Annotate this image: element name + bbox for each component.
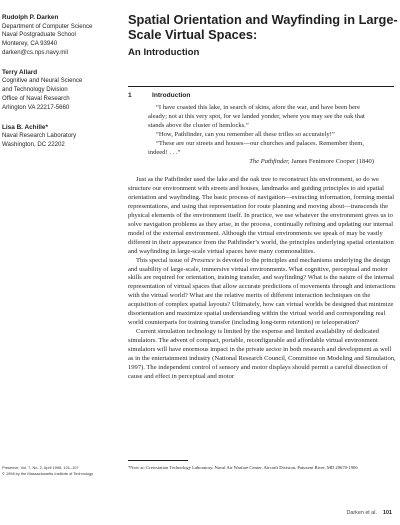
body-paragraph: Just as the Pathfinder used the lake and the oak tree to reconstruct his environment, so do we structure our environment with streets and houses, landmarks and guiding principles to aid spatial orientation and wayfinding. The basic process of navigation—extracting information, forming mental representations, and using that representation for route planning and moving about—transcends the physical elements of the environment itself. In practice, we use whatever the environment gives us to solve navigation problems as they arise, in the process, continually refining and updating our internal model of the external environment. Although the virtual environments we speak of may be vastly different in their appearance from the Pathfinder’s world, the principles underlying spatial orientation and wayfinding in large-scale virtual spaces have many commonalities.: [128, 176, 395, 255]
affiliation-line: Monterey, CA 93940: [2, 40, 58, 48]
affiliation-line: Department of Computer Science: [2, 22, 93, 30]
affiliation-line: Office of Naval Research: [2, 94, 70, 102]
author-name: Terry Allard: [2, 68, 38, 76]
paper-title: Spatial Orientation and Wayfinding in Large-Scale Virtual Spaces:: [128, 12, 398, 42]
epigraph-quote: “These are our streets and houses—our churches and palaces. Remember them, indeed! . . .”: [148, 139, 364, 156]
journal-name: Presence: [190, 256, 215, 264]
epigraph-source-author: James Fenimore Cooper (1840): [289, 157, 374, 165]
body-paragraph: [128, 257, 396, 329]
copyright-line: © 1998 by the Massachusetts Institute of Technology: [2, 471, 94, 477]
affiliation-line: Cognitive and Neural Science: [2, 77, 83, 85]
affiliation-line: Naval Postgraduate School: [2, 31, 76, 39]
page-footer: [346, 510, 392, 516]
author-block: [2, 124, 120, 150]
author-block: [2, 69, 120, 113]
affiliation-line: Arlington VA 22217-5660: [2, 103, 70, 111]
affiliation-line: and Technology Division: [2, 86, 68, 94]
author-block: [2, 14, 120, 58]
footnote-divider: [128, 460, 188, 461]
footnote: *Now at: Crewstation Technology Laboratory, Naval Air Warfare Center, Aircraft Division, Patuxent River, MD 20670-1906: [128, 465, 358, 470]
affiliation-line: Washington, DC 22202: [2, 140, 65, 148]
page-number: 101: [383, 510, 392, 516]
affiliation-line: Naval Research Laboratory: [2, 132, 77, 140]
author-column: [2, 14, 120, 161]
body-paragraph: Current simulation technology is limited by the expense and limited availability of dedicated simulators. The advent of compact, portable, reconfigurable and affordable virtual environment simulators will have enormous impact in the private sector in both research and development as well as in the entertainment industry (National Research Council, Committee on Modeling and Simulation, 1997). The independent control of sensory and motor displays should permit a careful dissection of cause and effect in perceptual and motor: [128, 328, 396, 380]
epigraph-quote: “I have coasted this lake, in search of skins, afore the war, and have been here aleady; not at this very spot, for we landed yonder, where you may see the oak that stands above the cluster of hemlocks.”: [148, 104, 365, 129]
citation-footer: [2, 465, 120, 477]
epigraph-source: [148, 158, 374, 167]
epigraph: [148, 104, 374, 167]
paragraph-text: This special issue of: [136, 256, 191, 264]
paper-subtitle: An Introduction: [128, 47, 200, 58]
author-name: Lisa B. Achille*: [2, 123, 48, 131]
section-divider: [128, 86, 394, 87]
epigraph-quote: “How, Pathfinder, can you remember all these trifles so accurately!”: [156, 130, 335, 138]
epigraph-source-title: The Pathfinder,: [249, 157, 290, 165]
section-heading: [128, 92, 394, 99]
section-number: 1: [128, 92, 132, 99]
body-text: [128, 176, 396, 382]
paragraph-text: is devoted to the principles and mechanisms underlying the design and usability of large-scale, immersive virtual environments. What cognitive, perceptual and motor skills are required for orientation, training transfer, and wayfinding? What is the nature of the internal representation of virtual spaces that allow accurate predictions of movements through and interactions with the virtual world? What are the relative merits of different interaction techniques on the acquisition of complex spatial layouts? Ultimately, how can virtual worlds be designed that minimize disorientation and maximize spatial understanding within the virtual world and corresponding real world counterparts for training transfer (including long-term retention) or teleoperation?: [128, 256, 396, 327]
section-title: Introduction: [152, 92, 191, 99]
running-head: Darken et al.: [346, 510, 377, 516]
journal-citation: Presence, Vol. 7, No. 2, April 1998, 101–107: [2, 465, 79, 470]
author-email[interactable]: darken@cs.nps.navy.mil: [2, 48, 69, 56]
author-name: Rudolph P. Darken: [2, 14, 59, 21]
